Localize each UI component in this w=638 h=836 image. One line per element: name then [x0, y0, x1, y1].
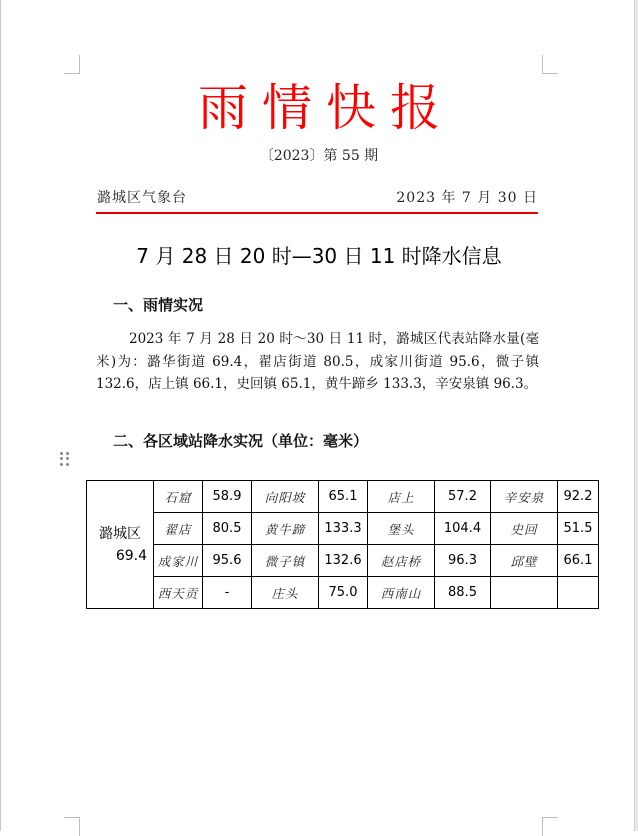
document-title: 7 月 28 日 20 时—30 日 11 时降水信息	[136, 244, 502, 268]
organization: 潞城区气象台	[97, 190, 187, 206]
station-name: 黄牛蹄	[252, 513, 319, 545]
station-name: 向阳坡	[252, 481, 319, 513]
station-rainfall-table	[86, 480, 599, 609]
station-value: 58.9	[203, 481, 252, 513]
station-value: 133.3	[319, 513, 368, 545]
station-value: 96.3	[435, 545, 491, 577]
station-name: 辛安泉	[491, 481, 558, 513]
station-value: 104.4	[435, 513, 491, 545]
empty-cell	[558, 577, 599, 609]
rain-summary-paragraph: 2023 年 7 月 28 日 20 时～30 日 11 时，潞城区代表站降水量(毫米)为：潞华街道 69.4，翟店街道 80.5，成家川街道 95.6，微子镇 132.6，店上镇 66.1，史回镇 65.1，黄牛蹄乡 133.3，辛安泉镇 96.3。	[96, 331, 539, 392]
margin-corner-mark	[542, 817, 558, 836]
station-value: 57.2	[435, 481, 491, 513]
empty-cell	[491, 577, 558, 609]
station-name: 店上	[368, 481, 435, 513]
station-name: 西天贡	[154, 577, 203, 609]
station-value: 80.5	[203, 513, 252, 545]
region-name: 潞城区	[99, 525, 141, 542]
station-name: 邱壁	[491, 545, 558, 577]
section-heading-station-rainfall: 二、各区域站降水实况（单位：毫米）	[113, 432, 369, 450]
issuer-line	[97, 187, 538, 207]
table-move-handle-icon[interactable]	[60, 452, 70, 466]
issue-number: 〔2023〕第 55 期	[259, 148, 379, 164]
station-name: 史回	[491, 513, 558, 545]
station-name: 成家川	[154, 545, 203, 577]
station-name: 石窟	[154, 481, 203, 513]
station-value: 132.6	[319, 545, 368, 577]
red-divider	[96, 212, 538, 214]
station-value: 88.5	[435, 577, 491, 609]
station-name: 微子镇	[252, 545, 319, 577]
station-value: -	[203, 577, 252, 609]
station-value: 66.1	[558, 545, 599, 577]
station-value: 95.6	[203, 545, 252, 577]
station-name: 赵店桥	[368, 545, 435, 577]
margin-corner-mark	[64, 817, 80, 836]
table-row	[87, 513, 599, 545]
table-row	[87, 545, 599, 577]
station-name: 堡头	[368, 513, 435, 545]
issue-date: 2023 年 7 月 30 日	[396, 190, 538, 206]
station-name: 翟店	[154, 513, 203, 545]
table-row	[87, 481, 599, 513]
station-name: 西南山	[368, 577, 435, 609]
region-value: 69.4	[115, 547, 147, 564]
section-heading-rain-status: 一、雨情实况	[113, 296, 204, 314]
station-value: 92.2	[558, 481, 599, 513]
station-name: 庄头	[252, 577, 319, 609]
margin-corner-mark	[542, 55, 558, 74]
margin-corner-mark	[64, 55, 80, 74]
station-value: 65.1	[319, 481, 368, 513]
station-value: 75.0	[319, 577, 368, 609]
masthead-title: 雨情快报	[198, 79, 454, 137]
table-row	[87, 577, 599, 609]
region-cell	[87, 481, 154, 609]
station-value: 51.5	[558, 513, 599, 545]
